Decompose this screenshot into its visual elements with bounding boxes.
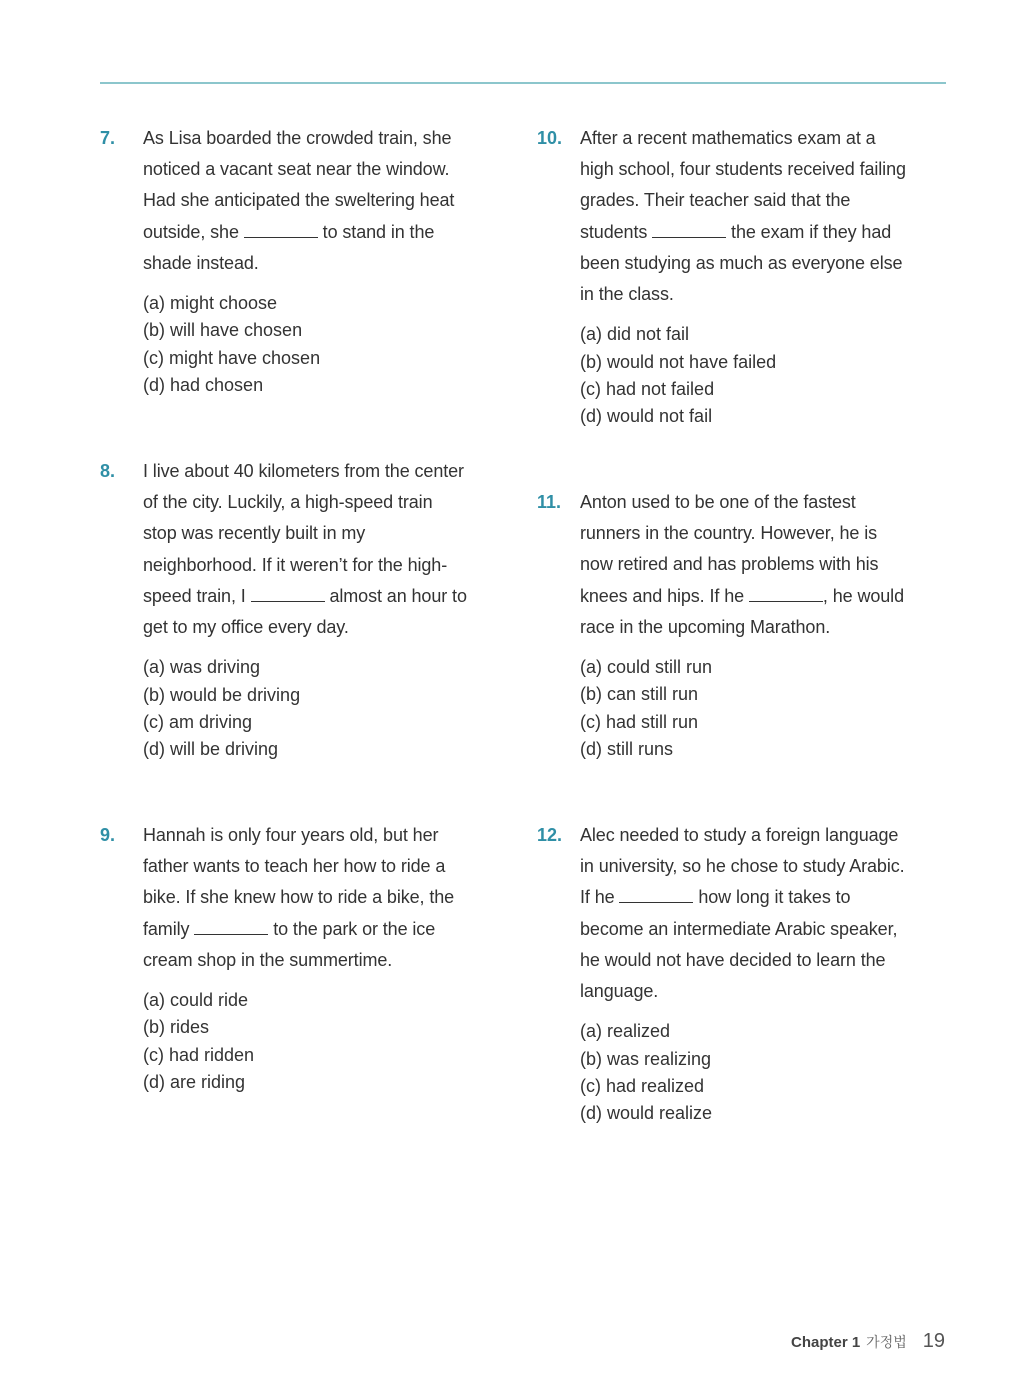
option-b[interactable]: (b) would be driving [143, 684, 301, 705]
question-number: 8. [100, 461, 116, 481]
answer-options [143, 654, 470, 763]
question-stem: Anton used to be one of the fastest runners in the country. However, he is now retired and has problems with his knees and hips. If he , he would race in the upcoming Marathon. [580, 492, 904, 637]
option-a[interactable]: (a) might choose [143, 293, 278, 314]
question-stem: After a recent mathematics exam at a high school, four students received failing grades. Their teacher said that the students the exam if they had been studying as much as everyone else in the class. [580, 128, 906, 305]
option-a[interactable]: (a) did not fail [580, 324, 690, 345]
answer-options [580, 1018, 907, 1127]
option-b[interactable]: (b) will have chosen [143, 320, 303, 341]
option-c[interactable]: (c) might have chosen [143, 347, 321, 368]
question-8 [100, 456, 470, 763]
page-number: 19 [922, 1330, 945, 1352]
header-rule [100, 82, 946, 84]
option-d[interactable]: (d) will be driving [143, 739, 279, 760]
option-c[interactable]: (c) had realized [580, 1075, 705, 1096]
question-number: 7. [100, 128, 116, 148]
question-number: 10. [537, 128, 563, 148]
option-d[interactable]: (d) would realize [580, 1103, 713, 1124]
option-d[interactable]: (d) would not fail [580, 406, 713, 427]
chapter-topic: 가정법 [866, 1334, 907, 1350]
answer-blank [251, 583, 325, 602]
question-9 [100, 820, 470, 1096]
question-stem: Hannah is only four years old, but her father wants to teach her how to ride a bike. If she knew how to ride a bike, the family to the park or the ice cream shop in the summertime. [143, 825, 455, 970]
question-11 [537, 487, 907, 763]
answer-blank [749, 583, 823, 602]
question-stem: Alec needed to study a foreign language in university, so he chose to study Arabic. If he how long it takes to become an intermediate Arabic speaker, he would not have decided to learn the language. [580, 825, 905, 1002]
question-number: 9. [100, 825, 116, 845]
option-a[interactable]: (a) realized [580, 1021, 671, 1042]
option-c[interactable]: (c) had still run [580, 711, 699, 732]
option-b[interactable]: (b) rides [143, 1017, 210, 1038]
option-a[interactable]: (a) was driving [143, 657, 261, 678]
question-number: 11. [537, 492, 562, 512]
option-a[interactable]: (a) could still run [580, 657, 713, 678]
option-c[interactable]: (c) am driving [143, 711, 253, 732]
option-b[interactable]: (b) can still run [580, 684, 699, 705]
answer-options [143, 987, 470, 1096]
option-d[interactable]: (d) are riding [143, 1071, 246, 1092]
question-stem: As Lisa boarded the crowded train, she noticed a vacant seat near the window. Had she anticipated the sweltering heat outside, she to stand in the shade instead. [143, 128, 455, 273]
option-c[interactable]: (c) had ridden [143, 1044, 255, 1065]
page-footer [791, 1330, 945, 1353]
answer-options [143, 290, 470, 399]
answer-blank [194, 916, 268, 935]
question-7 [100, 123, 470, 399]
answer-blank [244, 219, 318, 238]
option-b[interactable]: (b) would not have failed [580, 351, 777, 372]
question-10 [537, 123, 907, 430]
chapter-label: Chapter 1 [790, 1334, 861, 1351]
question-stem: I live about 40 kilometers from the center of the city. Luckily, a high-speed train stop was recently built in my neighborhood. If it weren’t for the high-speed train, I almost an hour to get to my office every day. [143, 461, 467, 638]
answer-options [580, 321, 907, 430]
option-b[interactable]: (b) was realizing [580, 1048, 712, 1069]
question-12 [537, 820, 907, 1127]
question-number: 12. [537, 825, 563, 845]
option-d[interactable]: (d) had chosen [143, 374, 264, 395]
option-a[interactable]: (a) could ride [143, 990, 249, 1011]
option-d[interactable]: (d) still runs [580, 738, 674, 759]
answer-options [580, 654, 907, 763]
option-c[interactable]: (c) had not failed [580, 378, 715, 399]
answer-blank [652, 219, 726, 238]
answer-blank [619, 884, 693, 903]
